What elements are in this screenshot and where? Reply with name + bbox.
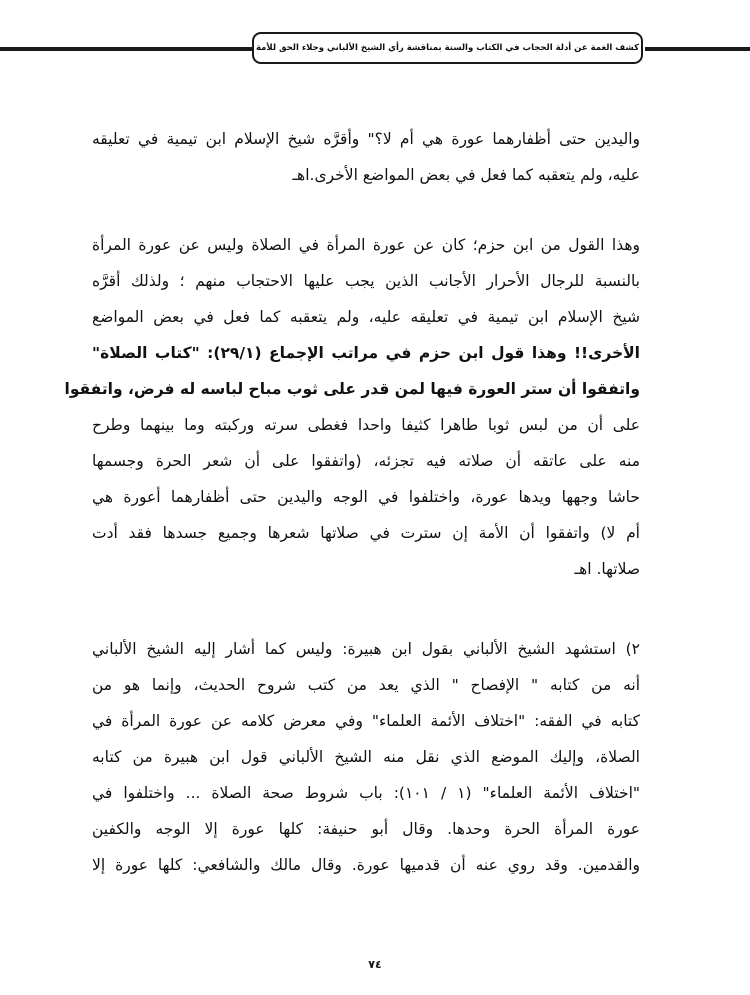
paragraph-2 bbox=[64, 227, 640, 587]
text-line: ٢) استشهد الشيخ الألباني بقول ابن هبيرة: وليس كما أشار إليه الشيخ الألباني bbox=[92, 640, 640, 658]
running-header-title: كشف الغمة عن أدلة الحجاب في الكتاب والسنة بمناقشة رأي الشيخ الألباني وجلاء الحق للأمة bbox=[255, 43, 640, 53]
text-line: شيخ الإسلام ابن تيمية في تعليقه عليه، ولم يتعقبه كما فعل في بعض المواضع bbox=[92, 308, 640, 326]
text-line: واليدين حتى أظفارهما عورة هي أم لا؟" وأقرَّه شيخ الإسلام ابن تيمية في تعليقه bbox=[92, 130, 640, 148]
text-line: عورة المرأة الحرة وحدها. وقال أبو حنيفة: كلها عورة إلا الوجه والكفين bbox=[92, 820, 640, 838]
text-line: وهذا القول من ابن حزم؛ كان عن عورة المرأة في الصلاة وليس عن عورة المرأة bbox=[92, 236, 640, 254]
text-line: "اختلاف الأئمة العلماء" (١ / ١٠١): باب شروط صحة الصلاة ... واختلفوا في bbox=[92, 784, 641, 802]
header-rule-left bbox=[0, 47, 256, 51]
text-line: الأخرى!! وهذا قول ابن حزم في مراتب الإجماع (٢٩/١): "كتاب الصلاة" bbox=[92, 344, 640, 362]
text-line: صلاتها. اهـ bbox=[574, 560, 640, 578]
text-line: الصلاة، وإليك الموضع الذي نقل منه الشيخ الألباني قول ابن هبيرة من كتابه bbox=[92, 748, 640, 766]
text-line: على أن من لبس ثوبا طاهرا كثيفا واحدا فغطى سرته وركبته وما بينهما وطرح bbox=[92, 416, 640, 434]
text-line: واتفقوا أن ستر العورة فيها لمن قدر على ثوب مباح لباسه له فرض، واتفقوا bbox=[64, 380, 640, 398]
text-line: والقدمين. وقد روي عنه أن قدميها عورة. وقال مالك والشافعي: كلها عورة إلا bbox=[92, 856, 640, 874]
page-number: ٧٤ bbox=[368, 958, 382, 971]
text-line: كتابه في الفقه: "اختلاف الأئمة العلماء" وفي معرض كلامه عن عورة المرأة في bbox=[92, 712, 640, 730]
text-line: منه على عاتقه أن صلاته فيه تجزئه، (واتفقوا على أن شعر الحرة وجسمها bbox=[92, 452, 640, 470]
header-rule-right bbox=[645, 47, 750, 51]
text-line: أنه من كتابه " الإفصاح " الذي يعد من كتب شروح الحديث، وإنما هو من bbox=[92, 676, 640, 694]
text-line: بالنسبة للرجال الأحرار الأجانب الذين يجب عليها الاحتجاب منهم ؛ ولذلك أقرَّه bbox=[92, 272, 640, 290]
paragraph-1 bbox=[92, 121, 640, 193]
paragraph-3 bbox=[92, 631, 640, 883]
text-line: عليه، ولم يتعقبه كما فعل في بعض المواضع الأخرى.اهـ bbox=[292, 166, 640, 184]
text-line: حاشا وجهها ويدها عورة، واختلفوا في الوجه واليدين حتى أظفارهما أعورة هي bbox=[92, 488, 640, 506]
running-header bbox=[252, 32, 643, 64]
text-line: أم لا) واتفقوا أن الأمة إن سترت في صلاتها شعرها وجميع جسدها فقد أدت bbox=[92, 524, 640, 542]
